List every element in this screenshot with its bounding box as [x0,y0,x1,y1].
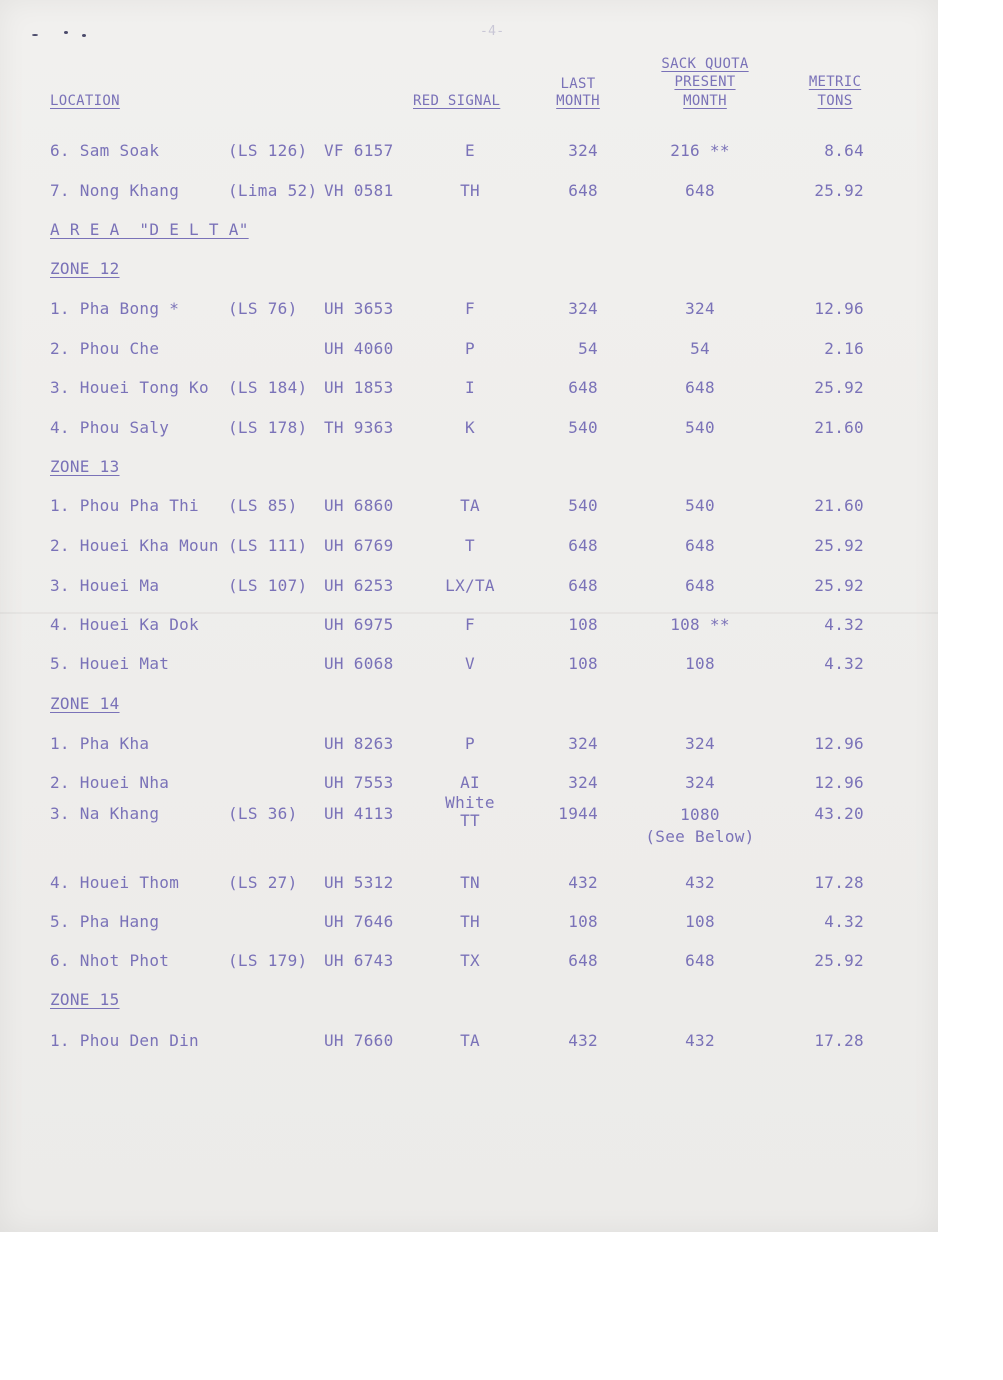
lima-site: (LS 184) [228,378,308,397]
red-signal: TX [460,951,480,970]
area-heading: A R E A "D E L T A" [50,220,249,239]
last-month-value: 324 [568,734,598,753]
present-month-value: 324 [685,734,715,753]
header-present-month: MONTH [683,93,727,109]
present-month-value: 648 [685,576,715,595]
red-signal: TH [460,912,480,931]
present-month-value: 648 [685,951,715,970]
location-name: 1. Phou Den Din [50,1031,199,1050]
header-last-month: MONTH [556,93,600,109]
grid-reference: VH 0581 [324,181,394,200]
lima-site: (LS 107) [228,576,308,595]
last-month-value: 108 [568,912,598,931]
location-name: 6. Sam Soak [50,141,160,160]
present-month-value: 540 [685,496,715,515]
last-month-value: 540 [568,496,598,515]
grid-reference: UH 6860 [324,496,394,515]
present-month-value: 648 [685,378,715,397]
lima-site: (LS 36) [228,804,298,823]
grid-reference: UH 7660 [324,1031,394,1050]
header-tons: TONS [817,93,853,109]
grid-reference: UH 6743 [324,951,394,970]
metric-tons-value: 21.60 [814,496,864,515]
red-signal: LX/TA [445,576,495,595]
header-present: PRESENT [674,74,736,90]
last-month-value: 324 [568,773,598,792]
location-name: 6. Nhot Phot [50,951,170,970]
red-signal: TN [460,873,480,892]
header-last: LAST [560,76,596,92]
grid-reference: UH 6975 [324,615,394,634]
lima-site: (LS 85) [228,496,298,515]
location-name: 2. Phou Che [50,339,160,358]
ink-mark [64,31,68,34]
red-signal: V [465,654,475,673]
header-metric: METRIC [808,74,862,90]
last-month-value: 648 [568,951,598,970]
metric-tons-value: 17.28 [814,1031,864,1050]
red-signal: P [465,339,475,358]
header-sack-quota: SACK QUOTA [661,56,749,72]
location-name: 4. Phou Saly [50,418,170,437]
red-signal: TA [460,1031,480,1050]
metric-tons-value: 4.32 [824,615,864,634]
last-month-value: 540 [568,418,598,437]
present-month-value: 108 [685,654,715,673]
location-name: 1. Pha Bong * [50,299,180,318]
present-month-value: 108 ** [670,615,730,634]
header-red-signal: RED SIGNAL [413,93,501,109]
present-month-value: 432 [685,873,715,892]
red-signal: White TT [445,793,495,830]
grid-reference: UH 5312 [324,873,394,892]
lima-site: (LS 27) [228,873,298,892]
location-name: 7. Nong Khang [50,181,180,200]
location-name: 3. Houei Ma [50,576,160,595]
red-signal: AI [460,773,480,792]
grid-reference: UH 6253 [324,576,394,595]
metric-tons-value: 25.92 [814,378,864,397]
last-month-value: 432 [568,1031,598,1050]
location-name: 2. Houei Kha Moun [50,536,219,555]
metric-tons-value: 12.96 [814,734,864,753]
ink-mark [32,34,38,36]
location-name: 5. Pha Hang [50,912,160,931]
last-month-value: 108 [568,615,598,634]
ink-mark [82,34,86,37]
red-signal: F [465,615,475,634]
red-signal: T [465,536,475,555]
location-name: 4. Houei Thom [50,873,180,892]
last-month-value: 54 [578,339,598,358]
metric-tons-value: 43.20 [814,804,864,823]
lima-site: (LS 179) [228,951,308,970]
last-month-value: 648 [568,378,598,397]
location-name: 4. Houei Ka Dok [50,615,199,634]
grid-reference: UH 7646 [324,912,394,931]
grid-reference: UH 4113 [324,804,394,823]
grid-reference: UH 3653 [324,299,394,318]
metric-tons-value: 12.96 [814,773,864,792]
metric-tons-value: 4.32 [824,912,864,931]
present-month-value: 432 [685,1031,715,1050]
present-month-value: 108 [685,912,715,931]
present-month-value: 216 ** [670,141,730,160]
last-month-value: 324 [568,141,598,160]
zone-heading: ZONE 15 [50,990,120,1009]
metric-tons-value: 25.92 [814,536,864,555]
present-month-value: 648 [685,536,715,555]
metric-tons-value: 2.16 [824,339,864,358]
grid-reference: UH 6068 [324,654,394,673]
last-month-value: 1944 [558,804,598,823]
red-signal: TA [460,496,480,515]
grid-reference: UH 8263 [324,734,394,753]
present-month-value: 648 [685,181,715,200]
last-month-value: 324 [568,299,598,318]
metric-tons-value: 25.92 [814,951,864,970]
present-month-value: 540 [685,418,715,437]
location-name: 5. Houei Mat [50,654,170,673]
grid-reference: UH 7553 [324,773,394,792]
red-signal: TH [460,181,480,200]
zone-heading: ZONE 13 [50,457,120,476]
lima-site: (LS 76) [228,299,298,318]
red-signal: I [465,378,475,397]
last-month-value: 432 [568,873,598,892]
lima-site: (Lima 52) [228,181,318,200]
grid-reference: UH 4060 [324,339,394,358]
red-signal: E [465,141,475,160]
last-month-value: 648 [568,181,598,200]
grid-reference: UH 6769 [324,536,394,555]
last-month-value: 648 [568,536,598,555]
header-location: LOCATION [50,93,120,109]
red-signal: K [465,418,475,437]
present-month-value: 1080 (See Below) [645,805,755,846]
red-signal: P [465,734,475,753]
metric-tons-value: 4.32 [824,654,864,673]
location-name: 3. Na Khang [50,804,160,823]
zone-heading: ZONE 12 [50,259,120,278]
metric-tons-value: 8.64 [824,141,864,160]
metric-tons-value: 17.28 [814,873,864,892]
lima-site: (LS 178) [228,418,308,437]
lima-site: (LS 126) [228,141,308,160]
page-number: -4- [480,24,505,39]
present-month-value: 324 [685,299,715,318]
metric-tons-value: 25.92 [814,576,864,595]
metric-tons-value: 21.60 [814,418,864,437]
red-signal: F [465,299,475,318]
location-name: 3. Houei Tong Ko [50,378,209,397]
zone-heading: ZONE 14 [50,694,120,713]
location-name: 1. Pha Kha [50,734,150,753]
last-month-value: 648 [568,576,598,595]
location-name: 1. Phou Pha Thi [50,496,199,515]
grid-reference: TH 9363 [324,418,394,437]
grid-reference: UH 1853 [324,378,394,397]
lima-site: (LS 111) [228,536,308,555]
fold-line [0,612,938,614]
present-month-value: 324 [685,773,715,792]
metric-tons-value: 12.96 [814,299,864,318]
grid-reference: VF 6157 [324,141,394,160]
last-month-value: 108 [568,654,598,673]
present-month-value: 54 [690,339,710,358]
location-name: 2. Houei Nha [50,773,170,792]
metric-tons-value: 25.92 [814,181,864,200]
